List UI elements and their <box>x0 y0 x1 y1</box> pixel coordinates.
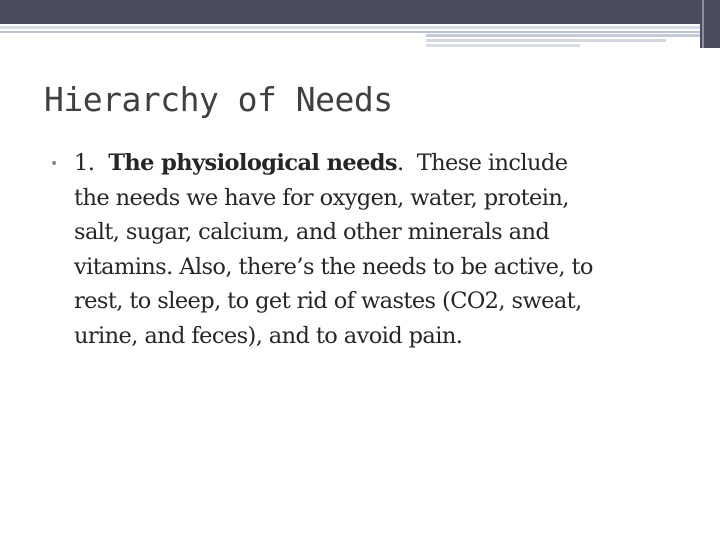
decorative-bar <box>426 39 666 42</box>
bullet-line: vitamins. Also, there’s the needs to be active, to <box>74 253 593 280</box>
bullet-line: rest, to sleep, to get rid of wastes (CO2, sweat, <box>74 288 582 314</box>
header-band <box>0 0 700 24</box>
bullet-marker-icon: • <box>50 156 59 172</box>
header-decorative-bars <box>426 34 700 48</box>
decorative-bar <box>426 34 700 37</box>
bullet-line: urine, and feces), and to avoid pain. <box>74 322 463 349</box>
bullet-text <box>74 146 680 353</box>
bullet-item <box>40 146 680 353</box>
header-band-accent <box>702 0 704 48</box>
bullet-line: the needs we have for oxygen, water, protein, <box>74 184 569 211</box>
bullet-bold-term: The physiological needs <box>108 150 398 176</box>
slide-title: Hierarchy of Needs <box>44 80 393 119</box>
bullet-line: These include <box>416 150 568 176</box>
header-rule-upper <box>0 26 700 29</box>
bullet-term-suffix: . <box>397 150 404 176</box>
header-rule-lower <box>0 31 700 33</box>
bullet-list <box>40 146 680 353</box>
bullet-number: 1. <box>74 150 95 176</box>
decorative-bar <box>426 44 580 47</box>
bullet-line: salt, sugar, calcium, and other minerals and <box>74 219 550 245</box>
